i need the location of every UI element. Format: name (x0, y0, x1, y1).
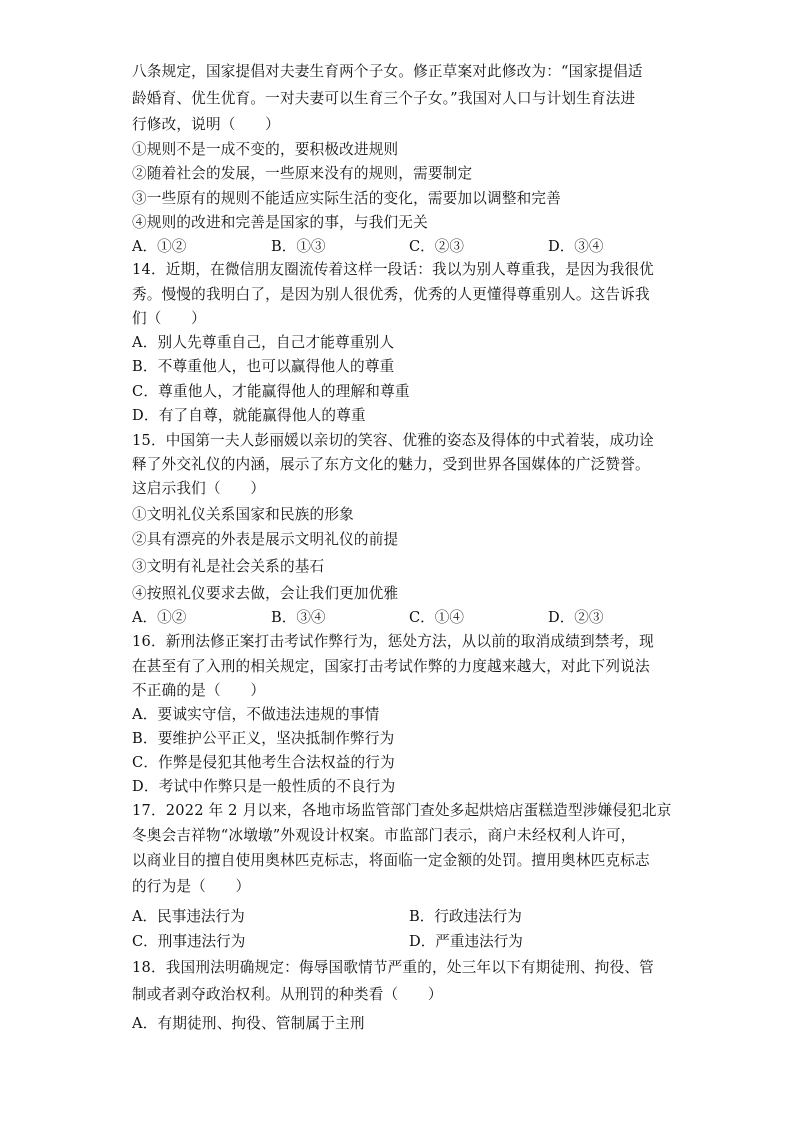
q17-option-c: C．刑事违法行为 (132, 933, 246, 950)
q17-stem-line: 17．2022 年 2 月以来，各地市场监管部门查处多起烘焙店蛋糕造型涉嫌侵犯北京 (132, 802, 672, 819)
q16-stem-line: 在甚至有了入刑的相关规定，国家打击考试作弊的力度越来越大，对此下列说法 (132, 658, 650, 675)
q14-stem-line: 们（ ） (132, 310, 206, 327)
q14-option-b: B．不尊重他人，也可以赢得他人的尊重 (132, 358, 395, 375)
q18-stem-line: 制或者剥夺政治权利。从刑罚的种类看（ ） (132, 986, 443, 1003)
q15-stem-line: 这启示我们（ ） (132, 480, 266, 497)
q13-statement: ②随着社会的发展，一些原来没有的规则，需要制定 (132, 165, 473, 182)
q13-option-c: C．②③ (409, 238, 464, 255)
q13-stem-line: 八条规定，国家提倡对夫妻生育两个子女。修正草案对此修改为：“国家提倡适 (132, 63, 643, 80)
q15-option-d: D．②③ (548, 609, 604, 626)
q16-stem-line: 不正确的是（ ） (132, 682, 266, 699)
q14-option-d: D．有了自尊，就能赢得他人的尊重 (132, 407, 366, 424)
q13-stem-line: 龄婚育、优生优育。一对夫妻可以生育三个子女。”我国对人口与计划生育法进 (132, 90, 636, 107)
q17-stem-line: 冬奥会吉祥物“冰墩墩”外观设计权案。市监部门表示，商户未经权利人许可， (132, 827, 636, 844)
q13-statement: ④规则的改进和完善是国家的事，与我们无关 (132, 214, 428, 231)
q15-option-b: B．③④ (271, 609, 326, 626)
q15-statement: ②具有漂亮的外表是展示文明礼仪的前提 (132, 531, 399, 548)
q13-stem-line: 行修改，说明（ ） (132, 116, 280, 133)
q15-stem-line: 15．中国第一夫人彭丽媛以亲切的笑容、优雅的姿态及得体的中式着装，成功诠 (132, 432, 654, 449)
q16-option-b: B．要维护公平正义，坚决抵制作弊行为 (132, 730, 395, 747)
q15-option-a: A．①② (132, 609, 187, 626)
q15-option-c: C．①④ (409, 609, 464, 626)
q14-option-c: C．尊重他人，才能赢得他人的理解和尊重 (132, 383, 410, 400)
q18-stem-line: 18．我国刑法明确规定：侮辱国歌情节严重的，处三年以下有期徒刑、拘役、管 (132, 959, 654, 976)
q17-option-b: B．行政违法行为 (409, 908, 522, 925)
q16-stem-line: 16．新刑法修正案打击考试作弊行为，惩处方法，从以前的取消成绩到禁考，现 (132, 633, 654, 650)
q15-stem-line: 释了外交礼仪的内涵，展示了东方文化的魅力，受到世界各国媒体的广泛赞誉。 (132, 456, 650, 473)
q14-option-a: A．别人先尊重自己，自己才能尊重别人 (132, 334, 395, 351)
q13-option-b: B．①③ (271, 238, 326, 255)
q17-option-a: A．民事违法行为 (132, 908, 245, 925)
q13-option-a: A．①② (132, 238, 187, 255)
q15-statement: ④按照礼仪要求去做，会让我们更加优雅 (132, 585, 399, 602)
q13-statement: ③一些原有的规则不能适应实际生活的变化，需要加以调整和完善 (132, 190, 562, 207)
q17-stem-line: 的行为是（ ） (132, 878, 251, 895)
q13-option-d: D．③④ (548, 238, 604, 255)
q17-option-d: D．严重违法行为 (409, 933, 523, 950)
q13-statement: ①规则不是一成不变的，要积极改进规则 (132, 141, 399, 158)
q16-option-d: D．考试中作弊只是一般性质的不良行为 (132, 778, 396, 795)
q14-stem-line: 秀。慢慢的我明白了，是因为别人很优秀，优秀的人更懂得尊重别人。这告诉我 (132, 286, 650, 303)
q15-statement: ①文明礼仪关系国家和民族的形象 (132, 506, 354, 523)
q15-statement: ③文明有礼是社会关系的基石 (132, 558, 325, 575)
q18-option-a: A．有期徒刑、拘役、管制属于主刑 (132, 1015, 365, 1032)
q14-stem-line: 14．近期，在微信朋友圈流传着这样一段话：我以为别人尊重我，是因为我很优 (132, 261, 654, 278)
q16-option-a: A．要诚实守信，不做违法违规的事情 (132, 706, 380, 723)
q16-option-c: C．作弊是侵犯其他考生合法权益的行为 (132, 754, 395, 771)
q17-stem-line: 以商业目的擅自使用奥林匹克标志，将面临一定金额的处罚。擅用奥林匹克标志 (132, 852, 650, 869)
